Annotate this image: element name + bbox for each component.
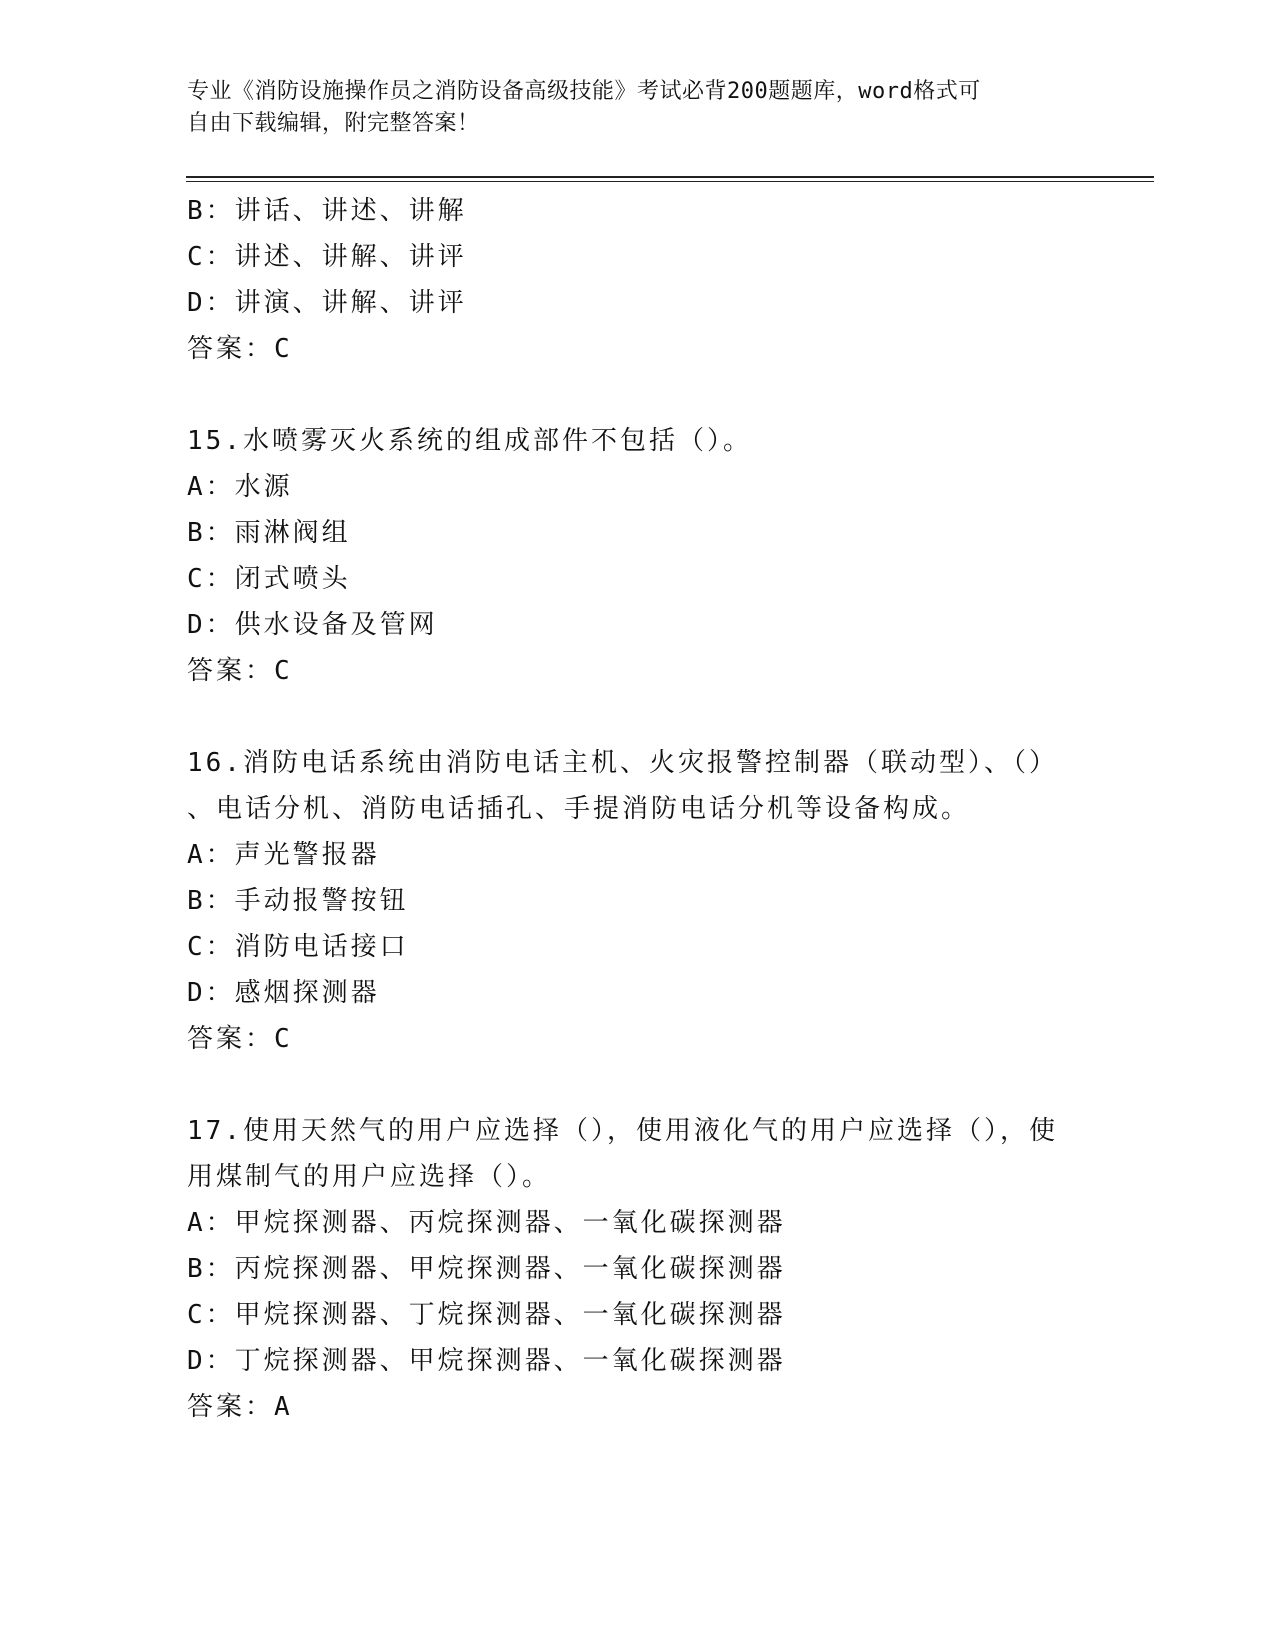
question-text-cont: 、电话分机、消防电话插孔、手提消防电话分机等设备构成。	[187, 794, 971, 824]
spacer	[187, 1062, 1087, 1108]
document-content	[187, 188, 1087, 1430]
answer-line: 答案：C	[187, 656, 293, 686]
option-c: C：讲述、讲解、讲评	[187, 242, 467, 272]
question-block-15	[187, 418, 1087, 694]
option-d: D：丁烷探测器、甲烷探测器、一氧化碳探测器	[187, 1346, 786, 1376]
option-d: D：感烟探测器	[187, 978, 380, 1008]
question-text: 17.使用天然气的用户应选择（），使用液化气的用户应选择（），使	[187, 1116, 1058, 1146]
header-rule-thin	[186, 181, 1154, 182]
option-c: C：闭式喷头	[187, 564, 351, 594]
option-c: C：甲烷探测器、丁烷探测器、一氧化碳探测器	[187, 1300, 786, 1330]
option-d: D：讲演、讲解、讲评	[187, 288, 467, 318]
question-text: 15.水喷雾灭火系统的组成部件不包括（）。	[187, 426, 752, 456]
header-rule-thick	[186, 176, 1154, 178]
header-line-2: 自由下载编辑，附完整答案！	[187, 111, 480, 136]
option-b: B：手动报警按钮	[187, 886, 409, 916]
option-d: D：供水设备及管网	[187, 610, 438, 640]
question-block-16	[187, 740, 1087, 1062]
answer-line: 答案：A	[187, 1392, 293, 1422]
option-b: B：讲话、讲述、讲解	[187, 196, 467, 226]
spacer	[187, 372, 1087, 418]
option-a: A：水源	[187, 472, 293, 502]
option-a: A：甲烷探测器、丙烷探测器、一氧化碳探测器	[187, 1208, 786, 1238]
option-b: B：雨淋阀组	[187, 518, 351, 548]
option-a: A：声光警报器	[187, 840, 380, 870]
answer-line: 答案：C	[187, 334, 293, 364]
spacer	[187, 694, 1087, 740]
option-c: C：消防电话接口	[187, 932, 409, 962]
question-block-prev	[187, 188, 1087, 372]
answer-line: 答案：C	[187, 1024, 293, 1054]
question-text-cont: 用煤制气的用户应选择（）。	[187, 1162, 552, 1192]
question-block-17	[187, 1108, 1087, 1430]
header-line-1: 专业《消防设施操作员之消防设备高级技能》考试必背200题题库，word格式可	[187, 79, 981, 104]
document-header	[187, 76, 1087, 140]
question-text: 16.消防电话系统由消防电话主机、火灾报警控制器（联动型）、（）	[187, 748, 1058, 778]
option-b: B：丙烷探测器、甲烷探测器、一氧化碳探测器	[187, 1254, 786, 1284]
